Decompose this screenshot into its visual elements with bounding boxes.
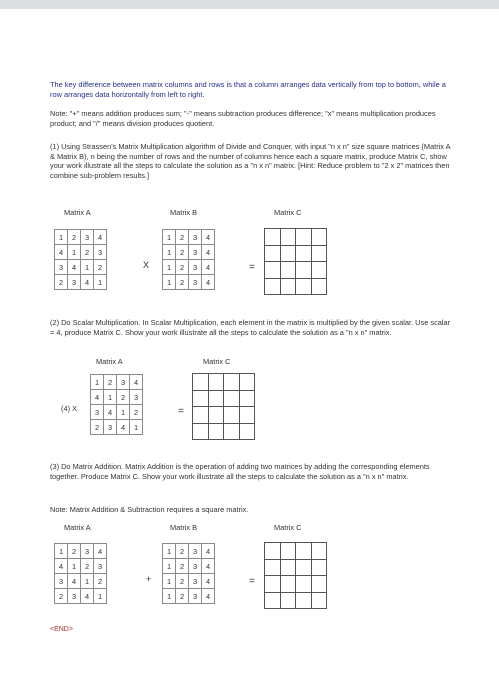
q3-matrix-c-blank xyxy=(264,542,327,609)
matrix-cell: 3 xyxy=(189,544,202,559)
question-2-text: (2) Do Scalar Multiplication. In Scalar Multiplication, each element in the matrix is multiplied by the given scalar. Use scalar = 4, produce Matrix C. Show your work illustrate all the steps to calculate the solution as a "n x n" matrix. xyxy=(50,318,451,337)
matrix-cell: 2 xyxy=(94,260,107,275)
matrix-cell: 4 xyxy=(202,574,215,589)
matrix-cell: 3 xyxy=(81,544,94,559)
q2-equals-sign: = xyxy=(178,406,184,417)
matrix-cell: 4 xyxy=(94,544,107,559)
intro-text: The key difference between matrix columns and rows is that a column arranges data vertically from top to bottom, while a row arranges data horizontally from left to right. xyxy=(50,80,446,99)
matrix-cell: 3 xyxy=(55,574,68,589)
matrix-cell: 4 xyxy=(104,405,117,420)
matrix-cell: 1 xyxy=(94,275,107,290)
matrix-cell: 1 xyxy=(163,260,176,275)
matrix-cell: 3 xyxy=(130,390,143,405)
matrix-cell: 4 xyxy=(91,390,104,405)
q1-matrix-c-blank xyxy=(264,228,327,295)
matrix-cell: 2 xyxy=(176,275,189,290)
matrix-cell: 4 xyxy=(202,245,215,260)
matrix-cell: 2 xyxy=(68,230,81,245)
q2-matrix-a-label: Matrix A xyxy=(96,357,123,366)
matrix-cell: 1 xyxy=(163,559,176,574)
matrix-cell: 3 xyxy=(189,260,202,275)
matrix-cell: 1 xyxy=(163,230,176,245)
question-3-note: Note: Matrix Addition & Subtraction requires a square matrix. xyxy=(50,505,249,514)
matrix-cell: 2 xyxy=(176,245,189,260)
matrix-cell: 3 xyxy=(189,559,202,574)
matrix-cell: 4 xyxy=(81,275,94,290)
matrix-cell: 2 xyxy=(176,230,189,245)
matrix-cell: 2 xyxy=(68,544,81,559)
matrix-cell: 2 xyxy=(55,589,68,604)
matrix-cell: 4 xyxy=(202,230,215,245)
matrix-cell: 3 xyxy=(104,420,117,435)
matrix-cell: 3 xyxy=(68,275,81,290)
q2-matrix-c-blank xyxy=(192,373,255,440)
matrix-cell: 4 xyxy=(117,420,130,435)
matrix-cell: 3 xyxy=(189,275,202,290)
matrix-cell: 4 xyxy=(55,245,68,260)
matrix-cell: 4 xyxy=(130,375,143,390)
matrix-cell: 2 xyxy=(117,390,130,405)
matrix-cell: 2 xyxy=(176,589,189,604)
matrix-cell: 1 xyxy=(163,574,176,589)
note-text: Note: "+" means addition produces sum; "-" means subtraction produces difference; "x" means multiplication produces product; and "/" means division produces quotient. xyxy=(50,109,436,128)
matrix-cell: 2 xyxy=(176,559,189,574)
matrix-cell: 2 xyxy=(176,574,189,589)
matrix-cell: 4 xyxy=(202,275,215,290)
matrix-cell: 4 xyxy=(94,230,107,245)
q3-matrix-a xyxy=(54,543,107,604)
q3-equals-sign: = xyxy=(249,576,255,587)
matrix-cell: 2 xyxy=(104,375,117,390)
q3-matrix-c-label: Matrix C xyxy=(274,523,302,532)
matrix-cell: 1 xyxy=(163,245,176,260)
matrix-cell: 1 xyxy=(117,405,130,420)
matrix-cell: 1 xyxy=(55,230,68,245)
matrix-cell: 3 xyxy=(117,375,130,390)
matrix-cell: 3 xyxy=(189,574,202,589)
matrix-cell: 4 xyxy=(81,589,94,604)
q1-matrix-a-label: Matrix A xyxy=(64,208,91,217)
matrix-cell: 1 xyxy=(91,375,104,390)
matrix-cell: 2 xyxy=(91,420,104,435)
end-marker: <END> xyxy=(50,626,73,633)
matrix-cell: 3 xyxy=(81,230,94,245)
matrix-cell: 2 xyxy=(55,275,68,290)
matrix-cell: 3 xyxy=(94,245,107,260)
q1-multiply-sign: X xyxy=(143,260,150,270)
matrix-cell: 4 xyxy=(202,589,215,604)
matrix-cell: 1 xyxy=(94,589,107,604)
matrix-cell: 4 xyxy=(202,260,215,275)
question-1-text: (1) Using Strassen's Matrix Multiplication algorithm of Divide and Conquer, with input "n x n" size square matrices (Matrix A & Matrix B), n being the number of rows and the number of columns hence each a square matrix, produce Matrix C, show your work illustrate all the steps to calculate the solution as a "n x n" matrix. [Hint: Reduce problem to "2 x 2" matrices then combine sub-problem results.] xyxy=(50,142,451,180)
q1-equals-sign: = xyxy=(249,262,255,273)
q1-matrix-b-label: Matrix B xyxy=(170,208,198,217)
matrix-cell: 3 xyxy=(94,559,107,574)
matrix-cell: 4 xyxy=(202,544,215,559)
matrix-cell: 1 xyxy=(68,245,81,260)
matrix-cell: 2 xyxy=(176,544,189,559)
matrix-cell: 1 xyxy=(163,589,176,604)
q1-matrix-b xyxy=(162,229,215,290)
q2-matrix-c-label: Matrix C xyxy=(203,357,231,366)
matrix-cell: 4 xyxy=(68,260,81,275)
matrix-cell: 2 xyxy=(81,245,94,260)
matrix-cell: 3 xyxy=(55,260,68,275)
q3-matrix-b xyxy=(162,543,215,604)
matrix-cell: 3 xyxy=(91,405,104,420)
matrix-cell: 1 xyxy=(163,544,176,559)
q3-matrix-b-label: Matrix B xyxy=(170,523,198,532)
matrix-cell: 4 xyxy=(68,574,81,589)
matrix-cell: 1 xyxy=(104,390,117,405)
matrix-cell: 4 xyxy=(55,559,68,574)
matrix-cell: 1 xyxy=(81,260,94,275)
q1-matrix-c-label: Matrix C xyxy=(274,208,302,217)
q2-scalar-label: (4) X xyxy=(61,404,78,413)
q1-matrix-a xyxy=(54,229,107,290)
matrix-cell: 3 xyxy=(189,245,202,260)
top-bar xyxy=(0,0,499,9)
matrix-cell: 1 xyxy=(55,544,68,559)
matrix-cell: 4 xyxy=(202,559,215,574)
matrix-cell: 1 xyxy=(130,420,143,435)
q3-plus-sign: + xyxy=(146,574,152,584)
matrix-cell: 1 xyxy=(163,275,176,290)
q3-matrix-a-label: Matrix A xyxy=(64,523,91,532)
matrix-cell: 3 xyxy=(189,589,202,604)
matrix-cell: 1 xyxy=(68,559,81,574)
matrix-cell: 3 xyxy=(189,230,202,245)
question-3-text: (3) Do Matrix Addition. Matrix Addition is the operation of adding two matrices by adding the corresponding elements together. Produce Matrix C. Show your work illustrate all the steps to calculate the solution as a "n x n" matrix. xyxy=(50,462,430,481)
matrix-cell: 2 xyxy=(94,574,107,589)
matrix-cell: 2 xyxy=(81,559,94,574)
q2-matrix-a xyxy=(90,374,143,435)
matrix-cell: 2 xyxy=(176,260,189,275)
matrix-cell: 3 xyxy=(68,589,81,604)
matrix-cell: 1 xyxy=(81,574,94,589)
matrix-cell: 2 xyxy=(130,405,143,420)
